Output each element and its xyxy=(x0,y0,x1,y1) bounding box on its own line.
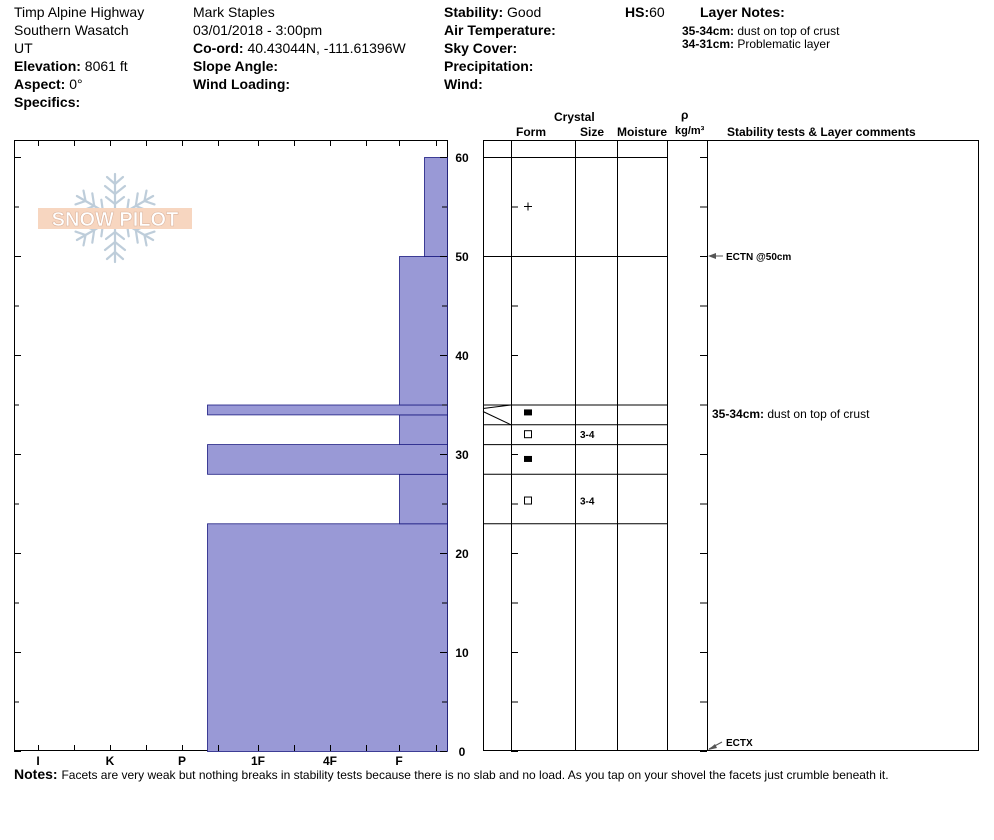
notes-row xyxy=(14,766,889,782)
density-unit-header: kg/m³ xyxy=(675,125,705,137)
notes-label: Notes: xyxy=(14,766,58,782)
layer-notes-label: Layer Notes: xyxy=(700,4,785,20)
elevation-label: Elevation: xyxy=(14,58,81,74)
mountain-range: Southern Wasatch xyxy=(14,22,129,38)
layer-comment xyxy=(712,407,869,421)
depth-tick-label: 40 xyxy=(455,349,469,363)
melt-form-icon xyxy=(524,456,532,462)
hardness-tick-label: 4F xyxy=(322,754,338,768)
location-name: Timp Alpine Highway xyxy=(14,4,145,20)
layer-note-text: dust on top of crust xyxy=(737,24,840,38)
hardness-bar xyxy=(208,405,448,415)
comments-header: Stability tests & Layer comments xyxy=(727,125,916,139)
moisture-header: Moisture xyxy=(617,125,668,139)
hardness-tick-label: I xyxy=(36,754,40,768)
hardness-bars xyxy=(208,158,448,752)
logo-text: SNOW PILOT xyxy=(51,209,179,231)
depth-tick-label: 10 xyxy=(455,646,469,660)
slope-angle-label: Slope Angle: xyxy=(193,58,279,74)
hardness-tick-label: K xyxy=(105,754,115,768)
state: UT xyxy=(14,40,33,56)
wind-loading-label: Wind Loading: xyxy=(193,76,291,92)
layer-connector xyxy=(483,405,511,409)
hardness-tick-label: F xyxy=(395,754,403,768)
elevation-value: 8061 ft xyxy=(84,58,128,74)
depth-tick-label: 50 xyxy=(455,250,469,264)
snowpilot-logo xyxy=(38,174,192,262)
layer-note-range: 35-34cm: xyxy=(682,24,735,38)
wind-label: Wind: xyxy=(444,76,483,92)
layer-comment-text: dust on top of crust xyxy=(767,407,870,421)
crystal-size-label: 3-4 xyxy=(580,496,595,508)
faceted-crystal-icon xyxy=(525,431,532,438)
hardness-bar xyxy=(400,257,448,406)
layer-connector xyxy=(483,412,511,425)
hardness-tick-label: P xyxy=(177,754,187,768)
stability-label: Stability: xyxy=(444,4,504,20)
layer-note-text: Problematic layer xyxy=(737,37,831,51)
hardness-bar xyxy=(208,524,448,752)
air-temperature-label: Air Temperature: xyxy=(444,22,556,38)
size-header: Size xyxy=(580,125,605,139)
depth-tick-label: 20 xyxy=(455,547,469,561)
hardness-tick-label: 1F xyxy=(250,754,266,768)
hs-value: 60 xyxy=(649,4,665,20)
form-header: Form xyxy=(516,125,546,139)
crystal-forms xyxy=(524,203,595,508)
stability-tests xyxy=(708,252,791,750)
coord-label: Co-ord: xyxy=(193,40,244,56)
aspect-value: 0° xyxy=(69,76,83,92)
melt-form-icon xyxy=(524,409,532,415)
stability-value: Good xyxy=(507,4,542,20)
stability-test-label: ECTN @50cm xyxy=(726,252,792,263)
hs-label: HS: xyxy=(625,4,650,20)
coord-value: 40.43044N, -111.61396W xyxy=(247,40,406,56)
depth-tick-label: 0 xyxy=(458,745,466,759)
hardness-bar xyxy=(400,415,448,445)
aspect-label: Aspect: xyxy=(14,76,66,92)
layer-table-frame xyxy=(484,141,979,751)
depth-tick-label: 60 xyxy=(455,151,469,165)
rho-header: ρ xyxy=(681,108,689,122)
sky-cover-label: Sky Cover: xyxy=(444,40,518,56)
notes-text: Facets are very weak but nothing breaks in stability tests because there is no slab and no load. As you tap on your shovel the facets just crumble beneath it. xyxy=(61,768,889,782)
layer-comment-range: 35-34cm: xyxy=(712,407,765,421)
layer-note-range: 34-31cm: xyxy=(682,37,735,51)
crystal-size-label: 3-4 xyxy=(580,430,595,442)
depth-tick-label: 30 xyxy=(455,448,469,462)
crystal-header: Crystal xyxy=(554,110,595,124)
precipitation-label: Precipitation: xyxy=(444,58,534,74)
observation-datetime: 03/01/2018 - 3:00pm xyxy=(193,22,323,38)
observer-name: Mark Staples xyxy=(193,4,275,20)
hardness-bar xyxy=(400,474,448,524)
hardness-bar xyxy=(208,445,448,475)
specifics-label: Specifics: xyxy=(14,94,81,110)
stability-test-label: ECTX xyxy=(726,738,753,749)
faceted-crystal-icon xyxy=(525,497,532,504)
